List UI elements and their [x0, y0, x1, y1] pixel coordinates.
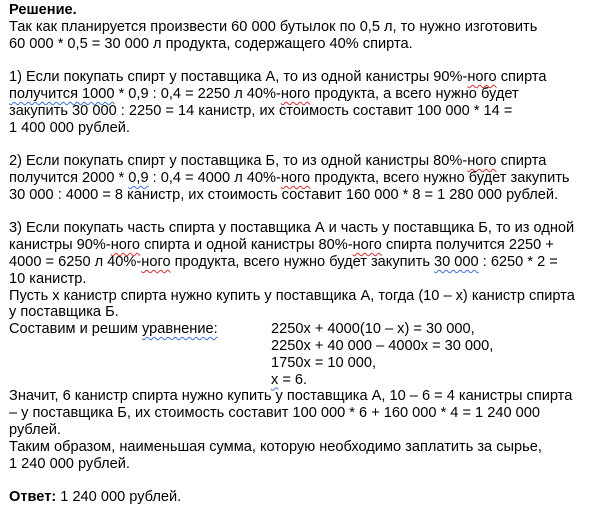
equation-3: 1750х = 10 000,: [271, 354, 377, 371]
spelling-mark: ного: [352, 237, 382, 254]
solution-heading: Решение.: [9, 2, 77, 18]
equation-row-1: Составим и решим уравнение: 2250х + 4000(10 – х) = 30 000,: [9, 321, 475, 338]
p3-line-10: рублей.: [9, 421, 61, 438]
grammar-mark: 0,9: [128, 169, 149, 186]
p3-line-12: 1 240 000 рублей.: [9, 455, 130, 472]
spacer: [9, 472, 600, 489]
p3-line-11: Таким образом, наименьшая сумма, которую необходимо заплатить за сырье,: [9, 438, 542, 455]
spacer: [9, 136, 600, 153]
answer-line: [9, 489, 600, 506]
p1-line-4: 1 400 000 рублей.: [9, 119, 130, 136]
grammar-mark: получится 1000: [9, 85, 115, 102]
p3-line-2: канистры 90%-ного спирта и одной канистры 80%-ного спирта получится 2250 +: [9, 237, 554, 254]
p1-line-3: закупить 30 000 : 2250 = 14 канистр, их стоимость составит 100 000 * 14 =: [9, 102, 513, 119]
p1-line-1: 1) Если покупать спирт у поставщика А, то из одной канистры 90%-ного спирта: [9, 69, 547, 86]
spacer: [9, 204, 600, 221]
grammar-mark: х: [271, 371, 279, 388]
answer-value: 1 240 000 рублей.: [56, 489, 182, 506]
spelling-mark: ного: [110, 237, 141, 254]
spelling-mark: ного: [467, 69, 497, 86]
spelling-mark: ного: [141, 253, 171, 270]
p3-line-8: Значит, 6 канистр спирта нужно купить у поставщика А, 10 – 6 = 4 канистры спирта: [9, 388, 573, 405]
p2-line-1: 2) Если покупать спирт у поставщика Б, то из одной канистры 80%-ного спирта: [9, 153, 547, 170]
spacer: [9, 52, 600, 69]
intro-line-1: Так как планируется произвести 60 000 бутылок по 0,5 л, то нужно изготовить: [9, 18, 538, 35]
spelling-mark: ного: [280, 85, 311, 102]
p3-line-3: 4000 = 6250 л 40%-ного продукта, всего нужно будет закупить 30 000 : 6250 * 2 =: [9, 253, 558, 270]
spelling-mark: ного: [467, 153, 497, 170]
answer-label: Ответ:: [9, 489, 57, 506]
equation-2: 2250х + 40 000 – 4000х = 30 000,: [271, 337, 494, 354]
equation-row-4: [9, 372, 600, 389]
p3-line-1: 3) Если покупать часть спирта у поставщика А и часть у поставщика Б, то из одной: [9, 220, 575, 237]
equation-row-2: [9, 338, 600, 355]
spelling-mark: ного: [280, 169, 311, 186]
equation-row-3: [9, 355, 600, 372]
p2-line-2: получится 2000 * 0,9 : 0,4 = 4000 л 40%-ного продукта, всего нужно будет закупить: [9, 169, 570, 186]
p3-line-9: – у поставщика Б, их стоимость составит 100 000 * 6 + 160 000 * 4 = 1 240 000: [9, 405, 540, 422]
equation-4: х = 6.: [271, 371, 308, 388]
equation-1: 2250х + 4000(10 – х) = 30 000,: [271, 321, 475, 338]
intro-line-2: 60 000 * 0,5 = 30 000 л продукта, содержащего 40% спирта.: [9, 35, 413, 52]
grammar-mark: уравнение:: [141, 321, 218, 338]
p3-line-4: 10 канистр.: [9, 270, 87, 287]
p2-line-3: 30 000 : 4000 = 8 канистр, их стоимость составит 160 000 * 8 = 1 280 000 рублей.: [9, 186, 559, 203]
p3-line-6: у поставщика Б.: [9, 304, 119, 321]
p3-line-5: Пусть х канистр спирта нужно купить у поставщика А, тогда (10 – х) канистр спирта: [9, 287, 575, 304]
grammar-mark: 30 000: [434, 253, 479, 270]
p1-line-2: получится 1000 * 0,9 : 0,4 = 2250 л 40%-ного продукта, а всего нужно будет: [9, 85, 519, 102]
